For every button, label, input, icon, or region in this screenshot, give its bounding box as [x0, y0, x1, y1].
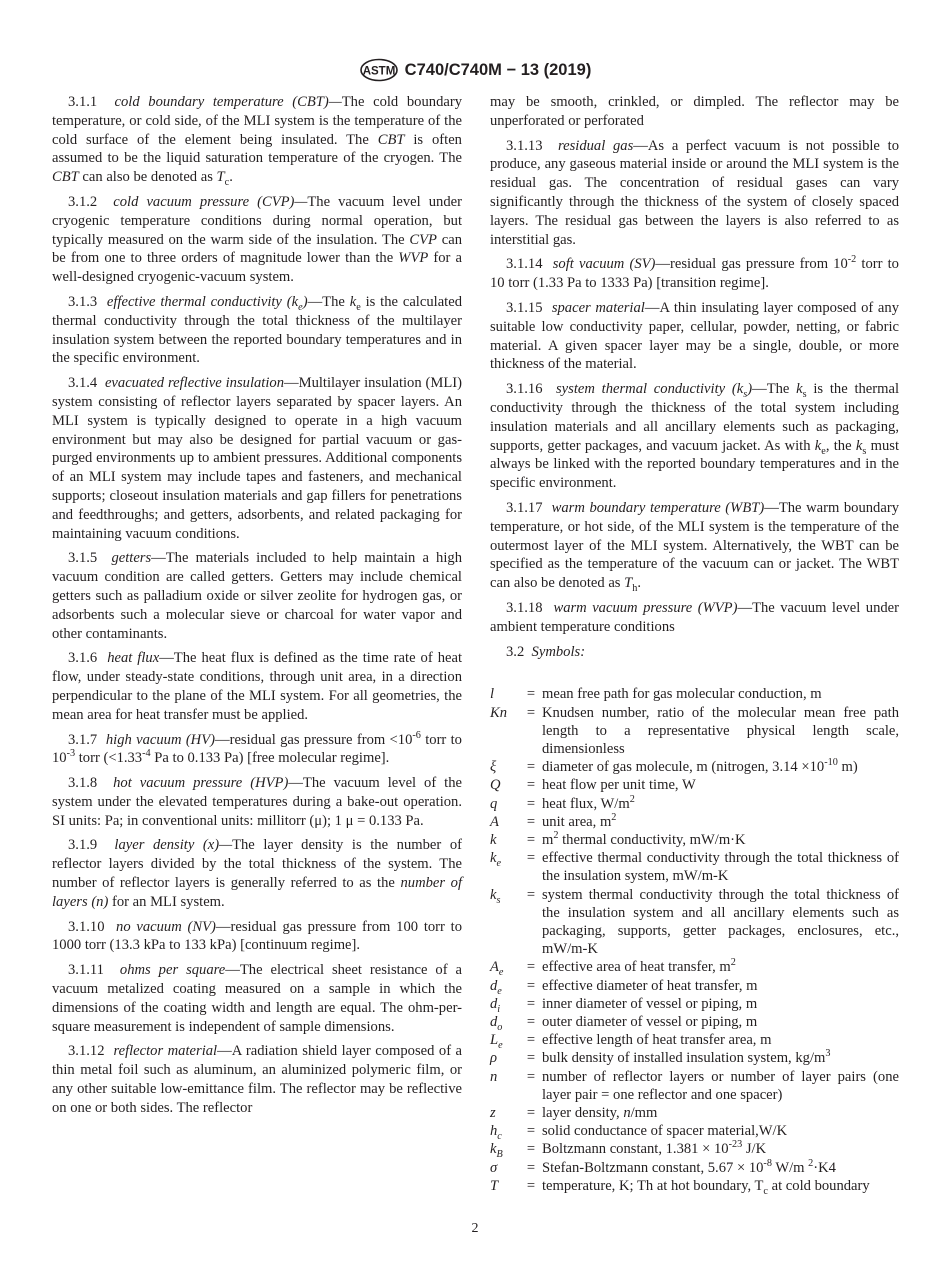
symbols-table: [490, 685, 899, 1195]
definition-3-1-8: 3.1.8 hot vacuum pressure (HVP)—The vacuum level of the system under the elevated temperatures during a bake-out operation. SI units: Pa; in conventional units: millitorr (μ); 1 μ = 0.133 Pa.: [52, 775, 463, 829]
symbol-row: l = mean free path for gas molecular conduction, m: [490, 686, 822, 703]
symbol-row: Q = heat flow per unit time, W: [490, 777, 696, 794]
left-column: [52, 93, 462, 1124]
symbol-row: $k_B$ = Boltzmann constant, $1.381 \times 10^{-23}$ J/K: [490, 1139, 767, 1161]
page-number: 2: [471, 1221, 479, 1236]
symbol-row: n = number of reflector layers or number of layer pairs (one layer pair = one reflector and one spacer): [490, 1068, 899, 1103]
symbol-row: Kn = Knudsen number, ratio of the molecular mean free path length to a representative physical length scale, dimensionless: [490, 704, 899, 757]
definition-3-1-6: 3.1.6 heat flux—The heat flux is defined as the time rate of heat flow, under steady-state conditions, through unit area, in a direction perpendicular to the plane of the MLI system. For all geometries, the mean area for heat transfer must be applied.: [52, 650, 462, 723]
definition-3-1-12-continued: may be smooth, crinkled, or dimpled. The reflector may be unperforated or perforated: [490, 94, 899, 129]
symbol-row: $L_e$ = effective length of heat transfer area, m: [490, 1032, 772, 1052]
symbol-row: $d_e$ = effective diameter of heat transfer, m: [490, 977, 758, 997]
symbol-row: σ = Stefan-Boltzmann constant, $5.67 \times 10^{-8}$ W/m $^2$·K4: [490, 1157, 836, 1176]
symbol-row: $k_s$ = system thermal conductivity through the total thickness of the insulation system and all ancillary elements such as packaging, supports, getter packages, enclosures, etc., mW/m-K: [490, 886, 899, 958]
right-column: [490, 93, 899, 1195]
symbol-row: $A_e$ = effective area of heat transfer, $m^2$: [490, 957, 736, 979]
symbol-row: $h_c$ = solid conductance of spacer material,W/K: [490, 1123, 788, 1143]
definition-3-1-14: 3.1.14 soft vacuum (SV)—residual gas pressure from $10^{-2}$ torr to 10 torr (1.33 Pa to 1333 Pa) [transition regime].: [490, 254, 899, 292]
symbol-row: A = unit area, $m^2$: [490, 811, 617, 830]
symbol-row: $d_i$ = inner diameter of vessel or piping, m: [490, 995, 758, 1015]
symbol-row: ξ = diameter of gas molecule, m (nitrogen, $3.14 \times 10^{-10}$ m): [490, 757, 858, 776]
definition-3-1-12: 3.1.12 reflector material—A radiation shield layer composed of a thin metal foil such as aluminum, an aluminized polymeric film, or any other suitable low-emittance film. The reflector may be reflective on one or both sides. The reflector: [52, 1043, 463, 1116]
definition-3-1-18: 3.1.18 warm vacuum pressure (WVP)—The vacuum level under ambient temperature conditions: [490, 599, 900, 635]
definition-3-1-11: 3.1.11 ohms per square—The electrical sheet resistance of a vacuum metalized coating measured on a sample in which the dimensions of the coating width and length are equal. The ohm-per-square measurement is independent of sample dimensions.: [52, 962, 463, 1035]
definition-3-1-3: 3.1.3 effective thermal conductivity $(k_e)—The$ $k_e$ is the calculated thermal conductivity through the total thickness of the multilayer insulation system between the reported boundary temperatures and in the specific environment.: [52, 293, 462, 367]
definition-3-1-13: 3.1.13 residual gas—As a perfect vacuum is not possible to produce, any gaseous material inside or around the MLI system is the residual gas. The concentration of residual gases can vary significantly through the thickness of the system of closely spaced layers. The residual gas between the layers is also referred to as interstitial gas.: [490, 137, 900, 248]
astm-logo-text: ASTM: [362, 65, 395, 78]
symbol-row: ρ = bulk density of installed insulation system, $kg/m^3$: [490, 1048, 831, 1067]
symbols-heading: 3.2 Symbols:: [506, 643, 586, 660]
symbol-row: k = $m^2$ thermal conductivity, mW/m·K: [490, 830, 746, 848]
definition-3-1-15: 3.1.15 spacer material—A thin insulating layer composed of any suitable low conductivity paper, cellular, powder, netting, or fabric material. A given spacer layer may be a single, double, or more thickness of the material.: [490, 299, 899, 373]
symbol-row: $k_e$ = effective thermal conductivity through the total thickness of the insulation system, mW/m-K: [490, 850, 899, 885]
astm-logo-icon: [359, 58, 399, 82]
symbol-row: q = heat flux, $W/m^2$: [490, 793, 635, 812]
page-header: [0, 58, 950, 82]
definition-3-1-2: 3.1.2 cold vacuum pressure (CVP)—The vacuum level under cryogenic temperature conditions during normal operation, but typically measured on the warm side of the insulation. The CVP can be from one to three orders of magnitude lower than the WVP for a well-designed cryogenic-vacuum system.: [52, 193, 462, 286]
standard-designation: C740/C740M − 13 (2019): [404, 60, 592, 79]
definition-3-1-17: 3.1.17 warm boundary temperature (WBT)—The warm boundary temperature, or hot side, of the MLI system is the temperature of the outermost layer of the MLI system. Alternatively, the WBT can be specified as the temperature of the vacuum can or jacket. The WBT can also be denoted as $T_h$.: [490, 499, 899, 595]
definition-3-1-4: 3.1.4 evacuated reflective insulation—Multilayer insulation (MLI) system consisting of reflector layers separated by spacer layers. An MLI system is typically designed to operate in a high vacuum environment but may also be designed for partial vacuum or gas-purged environments up to ambient pressures. Additional components of an MLI system may include tapes and fasteners, and mechanical supports; closeout insulation materials and gap fillers for penetrations and feedthroughs; and getters, adsorbents, and related packaging for maintaining vacuum conditions.: [52, 375, 462, 542]
definition-3-1-10: 3.1.10 no vacuum (NV)—residual gas pressure from 100 torr to 1000 torr (13.3 kPa to 133 kPa) [continuum regime].: [52, 918, 462, 954]
symbol-row: z = layer density, n/mm: [490, 1104, 658, 1121]
symbol-row: $d_o$ = outer diameter of vessel or piping, m: [490, 1013, 758, 1033]
definition-3-1-9: 3.1.9 layer density (x)—The layer density is the number of reflector layers divided by the total thickness of the system. The number of reflector layers is generally referred to as the number of layers (n) for an MLI system.: [52, 837, 463, 910]
definition-3-1-1: 3.1.1 cold boundary temperature (CBT)—The cold boundary temperature, or cold side, of the MLI system is the temperature of the cold surface of the element being insulated. The CBT is often assumed to be the liquid saturation temperature of the cryogen. The CBT can also be denoted as $T_c$.: [52, 94, 462, 189]
symbol-row: T = temperature, K; Th at hot boundary, $T_c$ at cold boundary: [490, 1177, 870, 1197]
definition-3-1-5: 3.1.5 getters—The materials included to help maintain a high vacuum condition are called getters. Getters may include chemical getters such as palladium oxide or silver zeolite for hydrogen gas, or adsorbents such a molecular sieve or charcoal for water vapor and other contaminants.: [52, 550, 463, 642]
definition-3-1-16: 3.1.16 system thermal conductivity $(k_s)—The$ $k_s$ is the thermal conductivity through the thickness of the total system including insulation materials and all ancillary elements such as packaging, supports, getter packages, and vacuum jacket. As with $k_e$, the $k_s$ must always be linked with the reported boundary temperatures and in the specific environment.: [490, 381, 900, 492]
definition-3-1-7: 3.1.7 high vacuum (HV)—residual gas pressure from $<10^{-6}$ torr to $10^{-3}$ torr ($<1.33^{-4}$ Pa to 0.133 Pa) [free molecular regime].: [52, 729, 462, 767]
